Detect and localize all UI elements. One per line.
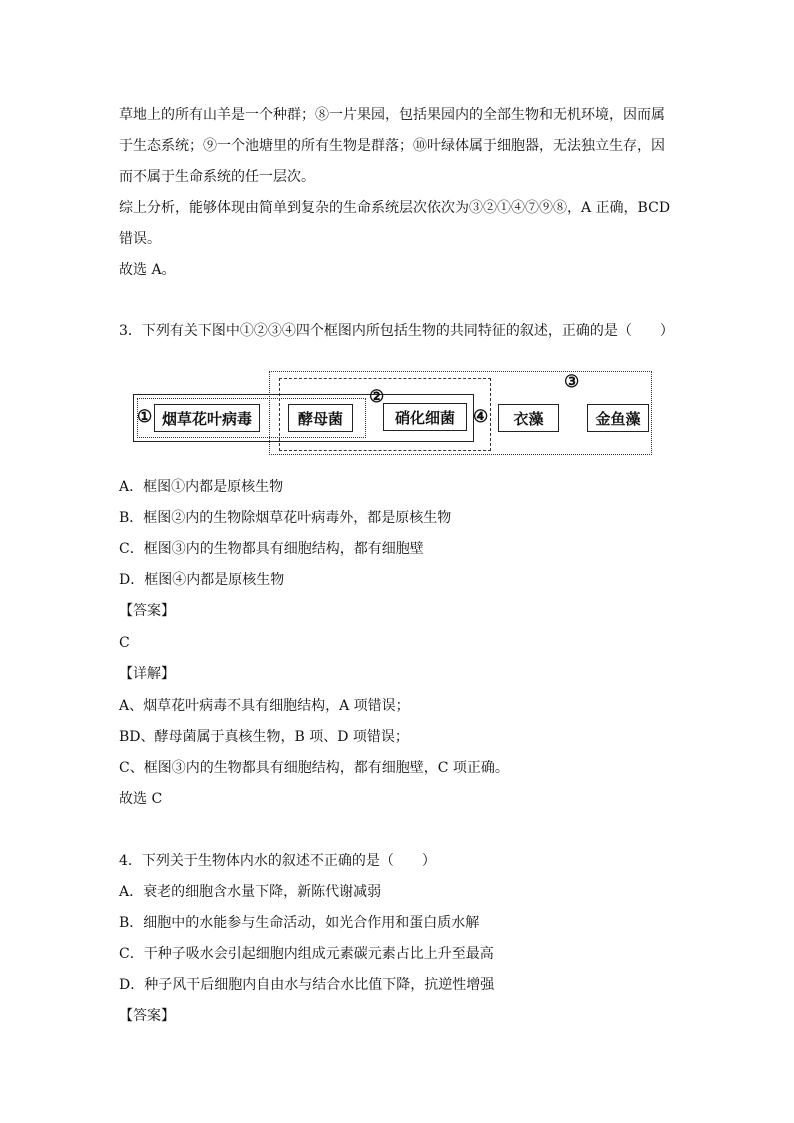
explanation-line: A、烟草花叶病毒不具有细胞结构，A 项错误； [119, 698, 410, 714]
option-b: B．细胞中的水能参与生命活动，如光合作用和蛋白质水解 [119, 915, 480, 931]
tmv-box: 烟草花叶病毒 [154, 404, 260, 432]
text-line: 错误。 [119, 231, 161, 247]
explanation-line: C、框图③内的生物都具有细胞结构，都有细胞壁，C 项正确。 [119, 760, 509, 776]
option-a: A．衰老的细胞含水量下降，新陈代谢减弱 [119, 884, 382, 900]
text-line: 草地上的所有山羊是一个种群；⑧一片果园，包括果园内的全部生物和无机环境，因而属 [119, 107, 665, 123]
label-3: ③ [564, 372, 580, 392]
answer-value: C [119, 635, 130, 651]
goldfish-weed-box: 金鱼藻 [587, 404, 649, 432]
text-line: 故选 A。 [119, 262, 176, 278]
answer-heading: 【答案】 [119, 603, 175, 619]
conclusion-line: 故选 C [119, 791, 163, 807]
text-line: 于生态系统；⑨一个池塘里的所有生物是群落；⑩叶绿体属于细胞器，无法独立生存，因 [119, 138, 665, 154]
question-3: 3．下列有关下图中①②③④四个框图内所包括生物的共同特征的叙述，正确的是（ ） [119, 323, 674, 339]
question-4: 4．下列关于生物体内水的叙述不正确的是（ ） [119, 853, 436, 869]
option-c: C．框图③内的生物都具有细胞结构，都有细胞壁 [119, 541, 424, 557]
label-4: ④ [473, 407, 489, 427]
diagram-figure [132, 367, 654, 457]
text-line: 综上分析，能够体现由简单到复杂的生命系统层次依次为③②①④⑦⑨⑧，A 正确，BCD [119, 200, 671, 216]
explanation-line: BD、酵母菌属于真核生物，B 项、D 项错误； [119, 729, 409, 745]
nitrifying-bacteria-box: 硝化细菌 [383, 403, 467, 431]
option-d: D．框图④内都是原核生物 [119, 572, 285, 588]
label-1: ① [137, 407, 153, 427]
text-line: 而不属于生命系统的任一层次。 [119, 169, 315, 185]
option-c: C．干种子吸水会引起细胞内组成元素碳元素占比上升至最高 [119, 946, 494, 962]
yeast-box: 酵母菌 [288, 404, 353, 432]
explanation-heading: 【详解】 [119, 666, 175, 682]
answer-heading: 【答案】 [119, 1008, 175, 1024]
option-a: A．框图①内都是原核生物 [119, 479, 284, 495]
label-2: ② [369, 387, 385, 407]
chlamydomonas-box: 衣藻 [498, 404, 559, 432]
option-d: D．种子风干后细胞内自由水与结合水比值下降，抗逆性增强 [119, 977, 495, 993]
option-b: B．框图②内的生物除烟草花叶病毒外，都是原核生物 [119, 510, 452, 526]
